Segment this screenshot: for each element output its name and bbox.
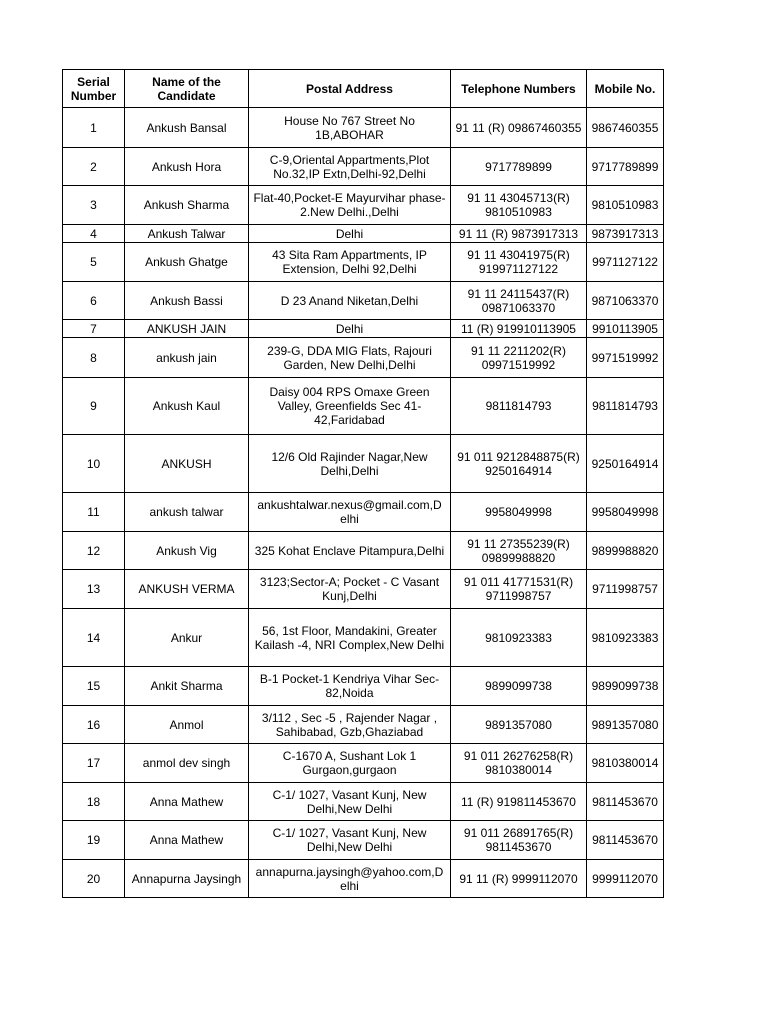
cell-mobile: 9711998757 — [587, 570, 664, 609]
cell-address: 3123;Sector-A; Pocket - C Vasant Kunj,Delhi — [249, 570, 451, 609]
cell-telephone: 9811814793 — [451, 378, 587, 435]
cell-telephone: 9958049998 — [451, 493, 587, 532]
cell-name: Ankush Bansal — [125, 108, 249, 148]
cell-serial: 7 — [63, 320, 125, 338]
cell-address: Daisy 004 RPS Omaxe Green Valley, Greenfields Sec 41-42,Faridabad — [249, 378, 451, 435]
cell-name: Ankush Vig — [125, 532, 249, 570]
cell-mobile: 9899988820 — [587, 532, 664, 570]
cell-serial: 15 — [63, 667, 125, 706]
cell-telephone: 91 11 (R) 9999112070 — [451, 860, 587, 898]
cell-name: Ankush Hora — [125, 148, 249, 186]
cell-name: ankush talwar — [125, 493, 249, 532]
header-address: Postal Address — [249, 70, 451, 108]
cell-serial: 6 — [63, 282, 125, 320]
cell-address: C-1670 A, Sushant Lok 1 Gurgaon,gurgaon — [249, 744, 451, 783]
table-row — [63, 860, 664, 898]
cell-mobile: 9867460355 — [587, 108, 664, 148]
cell-address: House No 767 Street No 1B,ABOHAR — [249, 108, 451, 148]
cell-name: Ankush Talwar — [125, 225, 249, 243]
cell-telephone: 11 (R) 919811453670 — [451, 783, 587, 821]
cell-serial: 10 — [63, 435, 125, 493]
cell-address: 325 Kohat Enclave Pitampura,Delhi — [249, 532, 451, 570]
cell-name: ANKUSH VERMA — [125, 570, 249, 609]
table-row — [63, 282, 664, 320]
table-row — [63, 532, 664, 570]
cell-serial: 20 — [63, 860, 125, 898]
cell-serial: 8 — [63, 338, 125, 378]
cell-address: ankushtalwar.nexus@gmail.com,D elhi — [249, 493, 451, 532]
table-row — [63, 338, 664, 378]
cell-mobile: 9810923383 — [587, 609, 664, 667]
table-row — [63, 706, 664, 744]
cell-mobile: 9717789899 — [587, 148, 664, 186]
cell-telephone: 91 011 26276258(R) 9810380014 — [451, 744, 587, 783]
candidate-table — [62, 69, 664, 898]
cell-mobile: 9899099738 — [587, 667, 664, 706]
cell-mobile: 9811453670 — [587, 821, 664, 860]
cell-name: ankush jain — [125, 338, 249, 378]
cell-serial: 9 — [63, 378, 125, 435]
table-row — [63, 320, 664, 338]
table-row — [63, 435, 664, 493]
cell-name: Ankush Sharma — [125, 186, 249, 225]
cell-address: D 23 Anand Niketan,Delhi — [249, 282, 451, 320]
cell-telephone: 91 11 43045713(R) 9810510983 — [451, 186, 587, 225]
cell-address: Delhi — [249, 320, 451, 338]
cell-address: 56, 1st Floor, Mandakini, Greater Kailash -4, NRI Complex,New Delhi — [249, 609, 451, 667]
table-row — [63, 667, 664, 706]
cell-name: ANKUSH — [125, 435, 249, 493]
cell-address: Delhi — [249, 225, 451, 243]
cell-mobile: 9873917313 — [587, 225, 664, 243]
table-row — [63, 378, 664, 435]
header-row — [63, 70, 664, 108]
cell-serial: 4 — [63, 225, 125, 243]
cell-address: annapurna.jaysingh@yahoo.com,D elhi — [249, 860, 451, 898]
cell-telephone: 91 11 (R) 09867460355 — [451, 108, 587, 148]
cell-telephone: 91 11 2211202(R) 09971519992 — [451, 338, 587, 378]
cell-mobile: 9811814793 — [587, 378, 664, 435]
cell-serial: 19 — [63, 821, 125, 860]
cell-name: Anmol — [125, 706, 249, 744]
cell-telephone: 91 011 41771531(R) 9711998757 — [451, 570, 587, 609]
cell-mobile: 9958049998 — [587, 493, 664, 532]
cell-serial: 2 — [63, 148, 125, 186]
cell-mobile: 9910113905 — [587, 320, 664, 338]
cell-mobile: 9250164914 — [587, 435, 664, 493]
cell-mobile: 9971519992 — [587, 338, 664, 378]
cell-telephone: 91 011 9212848875(R) 9250164914 — [451, 435, 587, 493]
cell-serial: 12 — [63, 532, 125, 570]
cell-telephone: 91 11 27355239(R) 09899988820 — [451, 532, 587, 570]
cell-mobile: 9811453670 — [587, 783, 664, 821]
cell-name: Ankush Kaul — [125, 378, 249, 435]
cell-name: Ankush Ghatge — [125, 243, 249, 282]
cell-telephone: 9899099738 — [451, 667, 587, 706]
cell-telephone: 91 11 43041975(R) 919971127122 — [451, 243, 587, 282]
cell-telephone: 9717789899 — [451, 148, 587, 186]
table-row — [63, 186, 664, 225]
header-serial: Serial Number — [63, 70, 125, 108]
cell-mobile: 9810380014 — [587, 744, 664, 783]
table-row — [63, 570, 664, 609]
table-row — [63, 609, 664, 667]
cell-address: 12/6 Old Rajinder Nagar,New Delhi,Delhi — [249, 435, 451, 493]
cell-serial: 17 — [63, 744, 125, 783]
cell-serial: 3 — [63, 186, 125, 225]
cell-telephone: 9891357080 — [451, 706, 587, 744]
cell-address: B-1 Pocket-1 Kendriya Vihar Sec-82,Noida — [249, 667, 451, 706]
table-row — [63, 821, 664, 860]
cell-serial: 11 — [63, 493, 125, 532]
header-telephone: Telephone Numbers — [451, 70, 587, 108]
cell-name: Anna Mathew — [125, 821, 249, 860]
table-row — [63, 493, 664, 532]
cell-serial: 13 — [63, 570, 125, 609]
cell-address: C-1/ 1027, Vasant Kunj, New Delhi,New Delhi — [249, 783, 451, 821]
header-mobile: Mobile No. — [587, 70, 664, 108]
header-name: Name of the Candidate — [125, 70, 249, 108]
cell-address: 3/112 , Sec -5 , Rajender Nagar , Sahibabad, Gzb,Ghaziabad — [249, 706, 451, 744]
cell-mobile: 9999112070 — [587, 860, 664, 898]
cell-name: Ankush Bassi — [125, 282, 249, 320]
table-row — [63, 148, 664, 186]
cell-telephone: 91 11 24115437(R) 09871063370 — [451, 282, 587, 320]
table-row — [63, 744, 664, 783]
cell-telephone: 91 011 26891765(R) 9811453670 — [451, 821, 587, 860]
cell-serial: 14 — [63, 609, 125, 667]
cell-name: Ankit Sharma — [125, 667, 249, 706]
cell-name: Ankur — [125, 609, 249, 667]
cell-telephone: 91 11 (R) 9873917313 — [451, 225, 587, 243]
cell-address: C-1/ 1027, Vasant Kunj, New Delhi,New Delhi — [249, 821, 451, 860]
cell-name: Annapurna Jaysingh — [125, 860, 249, 898]
cell-address: Flat-40,Pocket-E Mayurvihar phase-2.New Delhi.,Delhi — [249, 186, 451, 225]
cell-serial: 18 — [63, 783, 125, 821]
cell-mobile: 9891357080 — [587, 706, 664, 744]
cell-mobile: 9871063370 — [587, 282, 664, 320]
cell-telephone: 11 (R) 919910113905 — [451, 320, 587, 338]
cell-serial: 1 — [63, 108, 125, 148]
cell-address: 43 Sita Ram Appartments, IP Extension, Delhi 92,Delhi — [249, 243, 451, 282]
cell-name: ANKUSH JAIN — [125, 320, 249, 338]
table-row — [63, 783, 664, 821]
cell-serial: 16 — [63, 706, 125, 744]
cell-serial: 5 — [63, 243, 125, 282]
cell-name: anmol dev singh — [125, 744, 249, 783]
cell-name: Anna Mathew — [125, 783, 249, 821]
cell-telephone: 9810923383 — [451, 609, 587, 667]
cell-mobile: 9971127122 — [587, 243, 664, 282]
table-row — [63, 225, 664, 243]
table-row — [63, 243, 664, 282]
cell-mobile: 9810510983 — [587, 186, 664, 225]
cell-address: C-9,Oriental Appartments,Plot No.32,IP Extn,Delhi-92,Delhi — [249, 148, 451, 186]
cell-address: 239-G, DDA MIG Flats, Rajouri Garden, New Delhi,Delhi — [249, 338, 451, 378]
table-row — [63, 108, 664, 148]
